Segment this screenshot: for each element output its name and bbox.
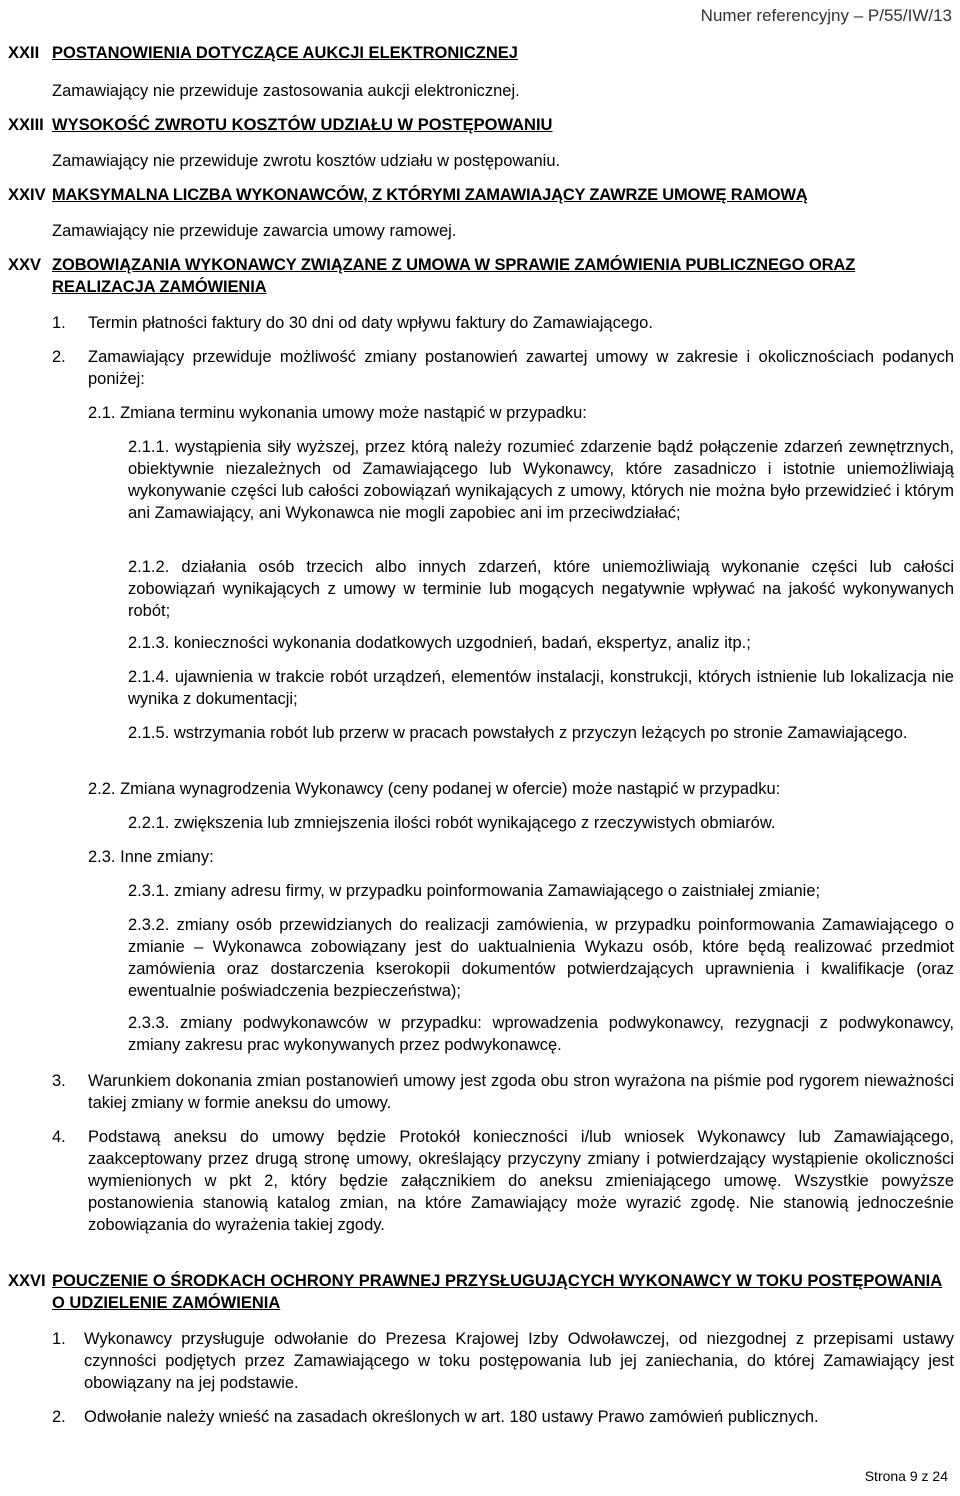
sub-sub-item: 2.3.1. zmiany adresu firmy, w przypadku poinformowania Zamawiającego o zaistniałej zmianie; bbox=[128, 882, 821, 900]
item-text: Warunkiem dokonania zmian postanowień umowy jest zgoda obu stron wyrażona na piśmie pod rygorem nieważności takiej zmiany w formie aneksu do umowy. bbox=[88, 1072, 954, 1112]
item-number: 4. bbox=[52, 1128, 66, 1146]
section-title: MAKSYMALNA LICZBA WYKONAWCÓW, Z KTÓRYMI ZAMAWIAJĄCY ZAWRZE UMOWĘ RAMOWĄ bbox=[52, 186, 808, 204]
section-heading-xxiv bbox=[8, 184, 954, 206]
sub-sub-item: 2.1.2. działania osób trzecich albo innych zdarzeń, które uniemożliwiają wykonanie części lub całości zobowiązań wynikających z umowy w terminie lub mogących negatywnie wpływać na jakość wykonywanych robót; bbox=[128, 558, 954, 620]
sub-sub-item: 2.1.4. ujawnienia w trakcie robót urządzeń, elementów instalacji, konstrukcji, których istnienie lub lokalizacja nie wynika z dokumentacji; bbox=[128, 668, 954, 708]
section-title: POUCZENIE O ŚRODKACH OCHRONY PRAWNEJ PRZYSŁUGUJĄCYCH WYKONAWCY W TOKU POSTĘPOWANIA O UDZIELENIE ZAMÓWIENIA bbox=[52, 1272, 943, 1312]
item-number: 2. bbox=[52, 348, 66, 366]
numbered-paragraph bbox=[52, 1126, 954, 1236]
section-heading-xxiii bbox=[8, 114, 954, 136]
item-text: Odwołanie należy wnieść na zasadach określonych w art. 180 ustawy Prawo zamówień publicznych. bbox=[84, 1408, 819, 1426]
item-text: Podstawą aneksu do umowy będzie Protokół konieczności i/lub wniosek Wykonawcy lub Zamawiającego, zaakceptowany przez drugą stronę umowy, określający przyczyny zmiany i potwierdzający wystąpienie okoliczności wymienionych w pkt 2, który będzie załącznikiem do aneksu zmieniającego umowę. Wszystkie powyższe postanowienia stanowią katalog zmian, na które Zamawiający może wyrazić zgodę. Nie stanowią jednocześnie zobowiązania do wyrażenia takiej zgody. bbox=[88, 1128, 954, 1234]
section-number: XXIV bbox=[8, 186, 46, 204]
sub-sub-item: 2.3.3. zmiany podwykonawców w przypadku: wprowadzenia podwykonawcy, rezygnacji z podwykonawcy, zmiany zakresu prac wykonywanych przez podwykonawcę. bbox=[128, 1014, 954, 1054]
sub-item: 2.2. Zmiana wynagrodzenia Wykonawcy (ceny podanej w ofercie) może nastąpić w przypadku: bbox=[88, 780, 781, 798]
paragraph: Zamawiający nie przewiduje zwrotu kosztów udziału w postępowaniu. bbox=[52, 152, 561, 170]
section-number: XXV bbox=[8, 256, 42, 274]
item-text: Termin płatności faktury do 30 dni od daty wpływu faktury do Zamawiającego. bbox=[88, 314, 653, 332]
section-title: ZOBOWIĄZANIA WYKONAWCY ZWIĄZANE Z UMOWA W SPRAWIE ZAMÓWIENIA PUBLICZNEGO ORAZ REALIZACJA ZAMÓWIENIA bbox=[52, 256, 856, 296]
section-number: XXIII bbox=[8, 116, 44, 134]
section-number: XXII bbox=[8, 44, 40, 62]
section-heading-xxv bbox=[8, 254, 954, 298]
numbered-paragraph bbox=[52, 1406, 954, 1428]
page-number: Strona 9 z 24 bbox=[864, 1468, 948, 1484]
item-text: Zamawiający przewiduje możliwość zmiany postanowień zawartej umowy w zakresie i okolicznościach podanych poniżej: bbox=[88, 348, 954, 388]
sub-sub-item: 2.1.5. wstrzymania robót lub przerw w pracach powstałych z przyczyn leżących po stronie Zamawiającego. bbox=[128, 724, 908, 742]
item-number: 3. bbox=[52, 1072, 66, 1090]
sub-sub-item: 2.2.1. zwiększenia lub zmniejszenia ilości robót wynikającego z rzeczywistych obmiarów. bbox=[128, 814, 776, 832]
item-text: Wykonawcy przysługuje odwołanie do Prezesa Krajowej Izby Odwoławczej, od niezgodnej z przepisami ustawy czynności podjętych przez Zamawiającego w toku postępowania lub jej zaniechania, do której Zamawiający jest obowiązany na jej podstawie. bbox=[84, 1330, 954, 1392]
section-title: POSTANOWIENIA DOTYCZĄCE AUKCJI ELEKTRONICZNEJ bbox=[52, 44, 518, 62]
numbered-paragraph bbox=[52, 346, 954, 390]
sub-item: 2.3. Inne zmiany: bbox=[88, 848, 214, 866]
numbered-paragraph bbox=[52, 1070, 954, 1114]
section-heading-xxvi bbox=[8, 1270, 954, 1314]
reference-number: Numer referencyjny – P/55/IW/13 bbox=[700, 6, 952, 25]
sub-sub-item: 2.1.1. wystąpienia siły wyższej, przez którą należy rozumieć zdarzenie bądź połączenie zdarzeń zewnętrznych, obiektywnie niezależnych od Zamawiającego lub Wykonawcy, które zasadniczo i istotnie uniemożliwiają wykonywanie części lub całości zobowiązań wynikających z umowy, których nie można było przewidzieć i którym ani Zamawiający, ani Wykonawca nie mogli zapobiec ani im przeciwdziałać; bbox=[128, 438, 954, 522]
item-number: 2. bbox=[52, 1408, 66, 1426]
item-number: 1. bbox=[52, 314, 66, 332]
numbered-paragraph bbox=[52, 1328, 954, 1394]
sub-item: 2.1. Zmiana terminu wykonania umowy może nastąpić w przypadku: bbox=[88, 404, 587, 422]
sub-sub-item: 2.1.3. konieczności wykonania dodatkowych uzgodnień, badań, ekspertyz, analiz itp.; bbox=[128, 634, 751, 652]
sub-sub-item: 2.3.2. zmiany osób przewidzianych do realizacji zamówienia, w przypadku poinformowania Zamawiającego o zmianie – Wykonawca zobowiązany jest do uaktualnienia Wykazu osób, które będą realizować przedmiot zamówienia oraz dostarczenia kserokopii dokumentów potwierdzających uprawnienia i kwalifikacje (oraz ewentualnie poświadczenia bezpieczeństwa); bbox=[128, 916, 954, 1000]
item-number: 1. bbox=[52, 1330, 66, 1348]
paragraph: Zamawiający nie przewiduje zawarcia umowy ramowej. bbox=[52, 222, 457, 240]
numbered-paragraph bbox=[52, 312, 950, 334]
section-heading-xxii bbox=[8, 42, 954, 64]
paragraph: Zamawiający nie przewiduje zastosowania aukcji elektronicznej. bbox=[52, 82, 520, 100]
section-title: WYSOKOŚĆ ZWROTU KOSZTÓW UDZIAŁU W POSTĘPOWANIU bbox=[52, 116, 553, 134]
section-number: XXVI bbox=[8, 1272, 46, 1290]
